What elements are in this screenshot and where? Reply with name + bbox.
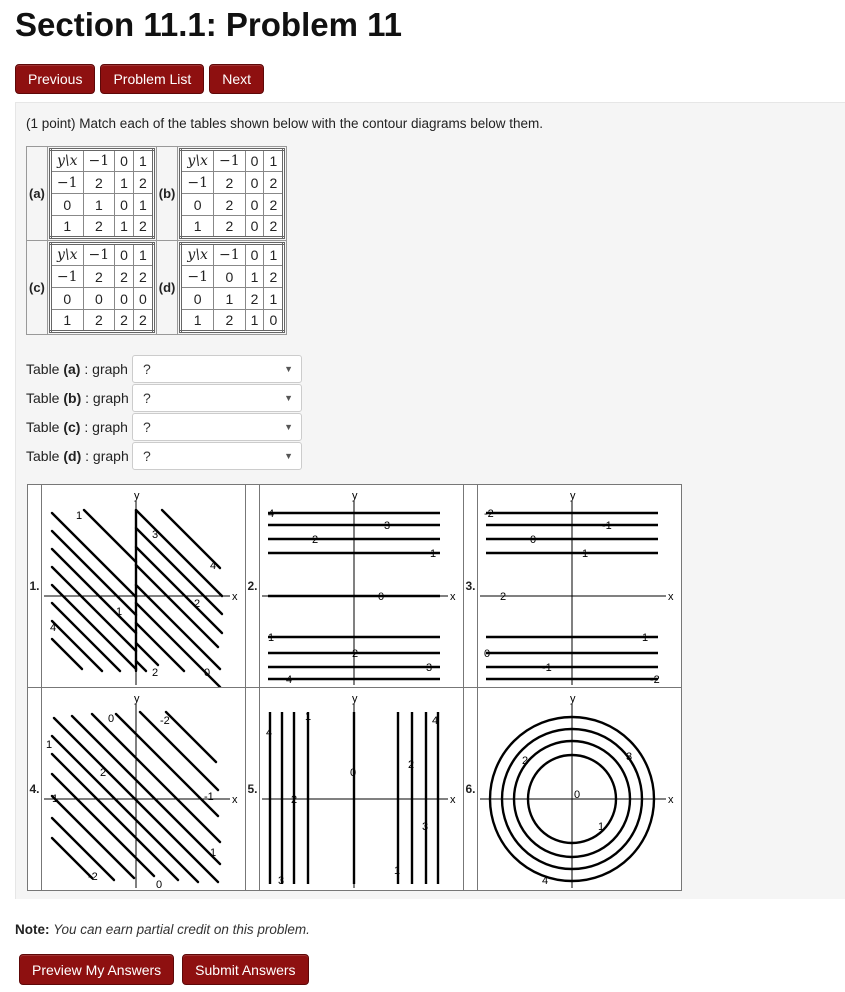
svg-text:3: 3 bbox=[426, 662, 433, 674]
svg-text:3: 3 bbox=[422, 821, 429, 833]
table-cell: 2 bbox=[214, 310, 246, 332]
note-label: Note: bbox=[15, 922, 50, 937]
table-cell: 1 bbox=[245, 266, 264, 288]
table-d bbox=[179, 242, 285, 333]
graph-select-c[interactable] bbox=[132, 413, 302, 441]
table-cell: 0 bbox=[83, 288, 115, 310]
table-cell: 1 bbox=[214, 288, 246, 310]
svg-text:1: 1 bbox=[46, 739, 53, 751]
table-cell: 0 bbox=[245, 216, 264, 238]
y-axis-label: y bbox=[570, 490, 576, 502]
x-axis-label: x bbox=[668, 591, 674, 603]
svg-text:4: 4 bbox=[432, 715, 439, 727]
graph-select-d[interactable] bbox=[132, 442, 302, 470]
x-axis-label: x bbox=[450, 794, 456, 806]
x-header: −1 bbox=[214, 244, 246, 266]
svg-text:2: 2 bbox=[408, 759, 415, 771]
graph-label-4: 4. bbox=[28, 688, 42, 891]
table-cell: 2 bbox=[133, 172, 153, 194]
submit-actions bbox=[19, 954, 309, 985]
next-button[interactable]: Next bbox=[209, 64, 264, 94]
svg-text:-1: -1 bbox=[602, 520, 612, 532]
table-cell: 2 bbox=[133, 216, 153, 238]
problem-list-button[interactable]: Problem List bbox=[100, 64, 204, 94]
table-cell: 1 bbox=[115, 172, 134, 194]
answer-row-c: Table (c) : graph ? ▼ bbox=[26, 412, 302, 441]
table-cell: 2 bbox=[83, 310, 115, 332]
table-cell: 2 bbox=[264, 172, 284, 194]
answer-row-a: Table (a) : graph ? ▼ bbox=[26, 354, 302, 383]
table-cell: 1 bbox=[115, 216, 134, 238]
svg-text:1: 1 bbox=[76, 510, 83, 522]
contour-graph-2 bbox=[260, 485, 463, 687]
select-value: ? bbox=[143, 360, 151, 377]
value-tables bbox=[26, 146, 287, 335]
svg-text:3: 3 bbox=[152, 529, 159, 541]
svg-text:2: 2 bbox=[500, 591, 507, 603]
x-axis-label: x bbox=[668, 794, 674, 806]
svg-text:1: 1 bbox=[642, 632, 649, 644]
graph-select-a[interactable] bbox=[132, 355, 302, 383]
svg-text:1: 1 bbox=[52, 793, 59, 805]
table-label-b: (b) bbox=[156, 147, 178, 241]
table-cell: 2 bbox=[214, 216, 246, 238]
table-label-a: (a) bbox=[27, 147, 48, 241]
contour-graph-4 bbox=[42, 688, 245, 890]
preview-answers-button[interactable]: Preview My Answers bbox=[19, 954, 174, 985]
table-c bbox=[49, 242, 155, 333]
table-corner: y\x bbox=[181, 150, 214, 172]
table-cell: 0 bbox=[245, 194, 264, 216]
table-cell: 1 bbox=[83, 194, 115, 216]
select-value: ? bbox=[143, 447, 151, 464]
chevron-down-icon: ▼ bbox=[284, 421, 293, 432]
svg-text:4: 4 bbox=[266, 727, 273, 739]
chevron-down-icon: ▼ bbox=[284, 450, 293, 461]
svg-text:0: 0 bbox=[350, 767, 357, 779]
problem-nav bbox=[15, 64, 264, 94]
svg-text:4: 4 bbox=[210, 560, 217, 572]
table-corner: y\x bbox=[50, 150, 83, 172]
svg-text:1: 1 bbox=[305, 711, 312, 723]
svg-text:2: 2 bbox=[100, 767, 107, 779]
svg-text:1: 1 bbox=[210, 847, 217, 859]
contour-graph-3 bbox=[478, 485, 681, 687]
table-cell: 2 bbox=[264, 216, 284, 238]
svg-text:4: 4 bbox=[286, 674, 293, 686]
svg-text:-2: -2 bbox=[160, 715, 170, 727]
y-header: 1 bbox=[50, 310, 83, 332]
table-cell: 2 bbox=[264, 266, 284, 288]
table-corner: y\x bbox=[50, 244, 83, 266]
y-header: 0 bbox=[50, 288, 83, 310]
graph-label-1: 1. bbox=[28, 485, 42, 688]
y-axis-label: y bbox=[134, 490, 140, 502]
table-cell: 1 bbox=[133, 194, 153, 216]
svg-text:0: 0 bbox=[108, 713, 115, 725]
note-text: You can earn partial credit on this problem. bbox=[53, 922, 310, 937]
table-cell: 2 bbox=[245, 288, 264, 310]
x-header: −1 bbox=[83, 244, 115, 266]
contour-graph-1 bbox=[42, 485, 245, 687]
table-cell: 1 bbox=[245, 310, 264, 332]
table-label-c: (c) bbox=[27, 241, 48, 335]
x-header: 0 bbox=[115, 244, 134, 266]
svg-text:1: 1 bbox=[394, 865, 401, 877]
answer-row-b: Table (b) : graph ? ▼ bbox=[26, 383, 302, 412]
contour-graph-5 bbox=[260, 688, 463, 890]
graph-label-6: 6. bbox=[464, 688, 478, 891]
graph-label-3: 3. bbox=[464, 485, 478, 688]
table-cell: 2 bbox=[264, 194, 284, 216]
svg-text:3: 3 bbox=[278, 875, 285, 887]
svg-text:0: 0 bbox=[484, 648, 491, 660]
table-b bbox=[179, 148, 285, 239]
problem-body bbox=[15, 102, 845, 899]
problem-text: Match each of the tables shown below with the contour diagrams below them. bbox=[79, 116, 544, 131]
y-header: −1 bbox=[50, 172, 83, 194]
svg-text:4: 4 bbox=[542, 875, 549, 887]
svg-text:2: 2 bbox=[152, 667, 159, 679]
table-cell: 0 bbox=[115, 288, 134, 310]
table-cell: 2 bbox=[83, 172, 115, 194]
svg-text:1: 1 bbox=[598, 821, 605, 833]
table-cell: 2 bbox=[214, 194, 246, 216]
svg-text:3: 3 bbox=[384, 520, 391, 532]
y-header: −1 bbox=[181, 172, 214, 194]
table-cell: 0 bbox=[133, 288, 153, 310]
graph-label-5: 5. bbox=[246, 688, 260, 891]
svg-text:2: 2 bbox=[312, 534, 319, 546]
svg-text:2: 2 bbox=[291, 794, 298, 806]
table-cell: 2 bbox=[133, 310, 153, 332]
svg-text:4: 4 bbox=[268, 508, 275, 520]
table-cell: 0 bbox=[245, 172, 264, 194]
svg-text:1: 1 bbox=[116, 606, 123, 618]
x-axis-label: x bbox=[232, 794, 238, 806]
table-cell: 2 bbox=[83, 216, 115, 238]
problem-prompt bbox=[26, 116, 543, 131]
problem-points: (1 point) bbox=[26, 116, 76, 131]
select-value: ? bbox=[143, 389, 151, 406]
table-cell: 2 bbox=[133, 266, 153, 288]
table-cell: 1 bbox=[264, 288, 284, 310]
svg-text:0: 0 bbox=[204, 667, 211, 679]
y-header: 1 bbox=[50, 216, 83, 238]
svg-text:-2: -2 bbox=[88, 871, 98, 883]
graph-select-b[interactable] bbox=[132, 384, 302, 412]
svg-text:1: 1 bbox=[582, 548, 589, 560]
y-axis-label: y bbox=[352, 490, 358, 502]
y-header: 0 bbox=[181, 288, 214, 310]
y-header: 0 bbox=[181, 194, 214, 216]
x-header: 1 bbox=[264, 150, 284, 172]
y-header: 0 bbox=[50, 194, 83, 216]
y-header: −1 bbox=[50, 266, 83, 288]
table-cell: 0 bbox=[214, 266, 246, 288]
y-header: 1 bbox=[181, 310, 214, 332]
table-cell: 2 bbox=[83, 266, 115, 288]
table-cell: 2 bbox=[214, 172, 246, 194]
table-cell: 2 bbox=[115, 310, 134, 332]
table-cell: 0 bbox=[264, 310, 284, 332]
x-header: 1 bbox=[133, 150, 153, 172]
previous-button[interactable]: Previous bbox=[15, 64, 95, 94]
x-header: 1 bbox=[264, 244, 284, 266]
x-header: 0 bbox=[115, 150, 134, 172]
svg-text:-2: -2 bbox=[650, 674, 660, 686]
page-title: Section 11.1: Problem 11 bbox=[15, 6, 403, 43]
x-header: 1 bbox=[133, 244, 153, 266]
table-cell: 0 bbox=[115, 194, 134, 216]
table-a bbox=[49, 148, 155, 239]
svg-text:0: 0 bbox=[574, 789, 581, 801]
contour-diagrams bbox=[27, 484, 682, 891]
svg-text:4: 4 bbox=[50, 622, 57, 634]
svg-text:2: 2 bbox=[194, 598, 201, 610]
y-axis-label: y bbox=[570, 693, 576, 705]
table-label-d: (d) bbox=[156, 241, 178, 335]
graph-label-2: 2. bbox=[246, 485, 260, 688]
x-header: 0 bbox=[245, 244, 264, 266]
answer-selects bbox=[26, 354, 302, 470]
svg-text:-2: -2 bbox=[484, 508, 494, 520]
svg-text:0: 0 bbox=[378, 591, 385, 603]
y-header: 1 bbox=[181, 216, 214, 238]
answer-row-d: Table (d) : graph ? ▼ bbox=[26, 441, 302, 470]
chevron-down-icon: ▼ bbox=[284, 392, 293, 403]
svg-text:1: 1 bbox=[268, 632, 275, 644]
table-corner: y\x bbox=[181, 244, 214, 266]
y-header: −1 bbox=[181, 266, 214, 288]
partial-credit-note bbox=[15, 922, 310, 937]
svg-text:2: 2 bbox=[352, 648, 359, 660]
x-header: 0 bbox=[245, 150, 264, 172]
x-header: −1 bbox=[214, 150, 246, 172]
svg-text:2: 2 bbox=[522, 755, 529, 767]
table-cell: 2 bbox=[115, 266, 134, 288]
svg-text:-1: -1 bbox=[204, 791, 214, 803]
y-axis-label: y bbox=[134, 693, 140, 705]
svg-text:3: 3 bbox=[626, 751, 633, 763]
x-axis-label: x bbox=[450, 591, 456, 603]
svg-text:0: 0 bbox=[530, 534, 537, 546]
svg-text:1: 1 bbox=[430, 548, 437, 560]
x-axis-label: x bbox=[232, 591, 238, 603]
x-header: −1 bbox=[83, 150, 115, 172]
svg-text:-1: -1 bbox=[542, 662, 552, 674]
chevron-down-icon: ▼ bbox=[284, 363, 293, 374]
svg-text:0: 0 bbox=[156, 879, 163, 890]
y-axis-label: y bbox=[352, 693, 358, 705]
select-value: ? bbox=[143, 418, 151, 435]
contour-graph-6 bbox=[478, 688, 681, 890]
submit-answers-button[interactable]: Submit Answers bbox=[182, 954, 308, 985]
